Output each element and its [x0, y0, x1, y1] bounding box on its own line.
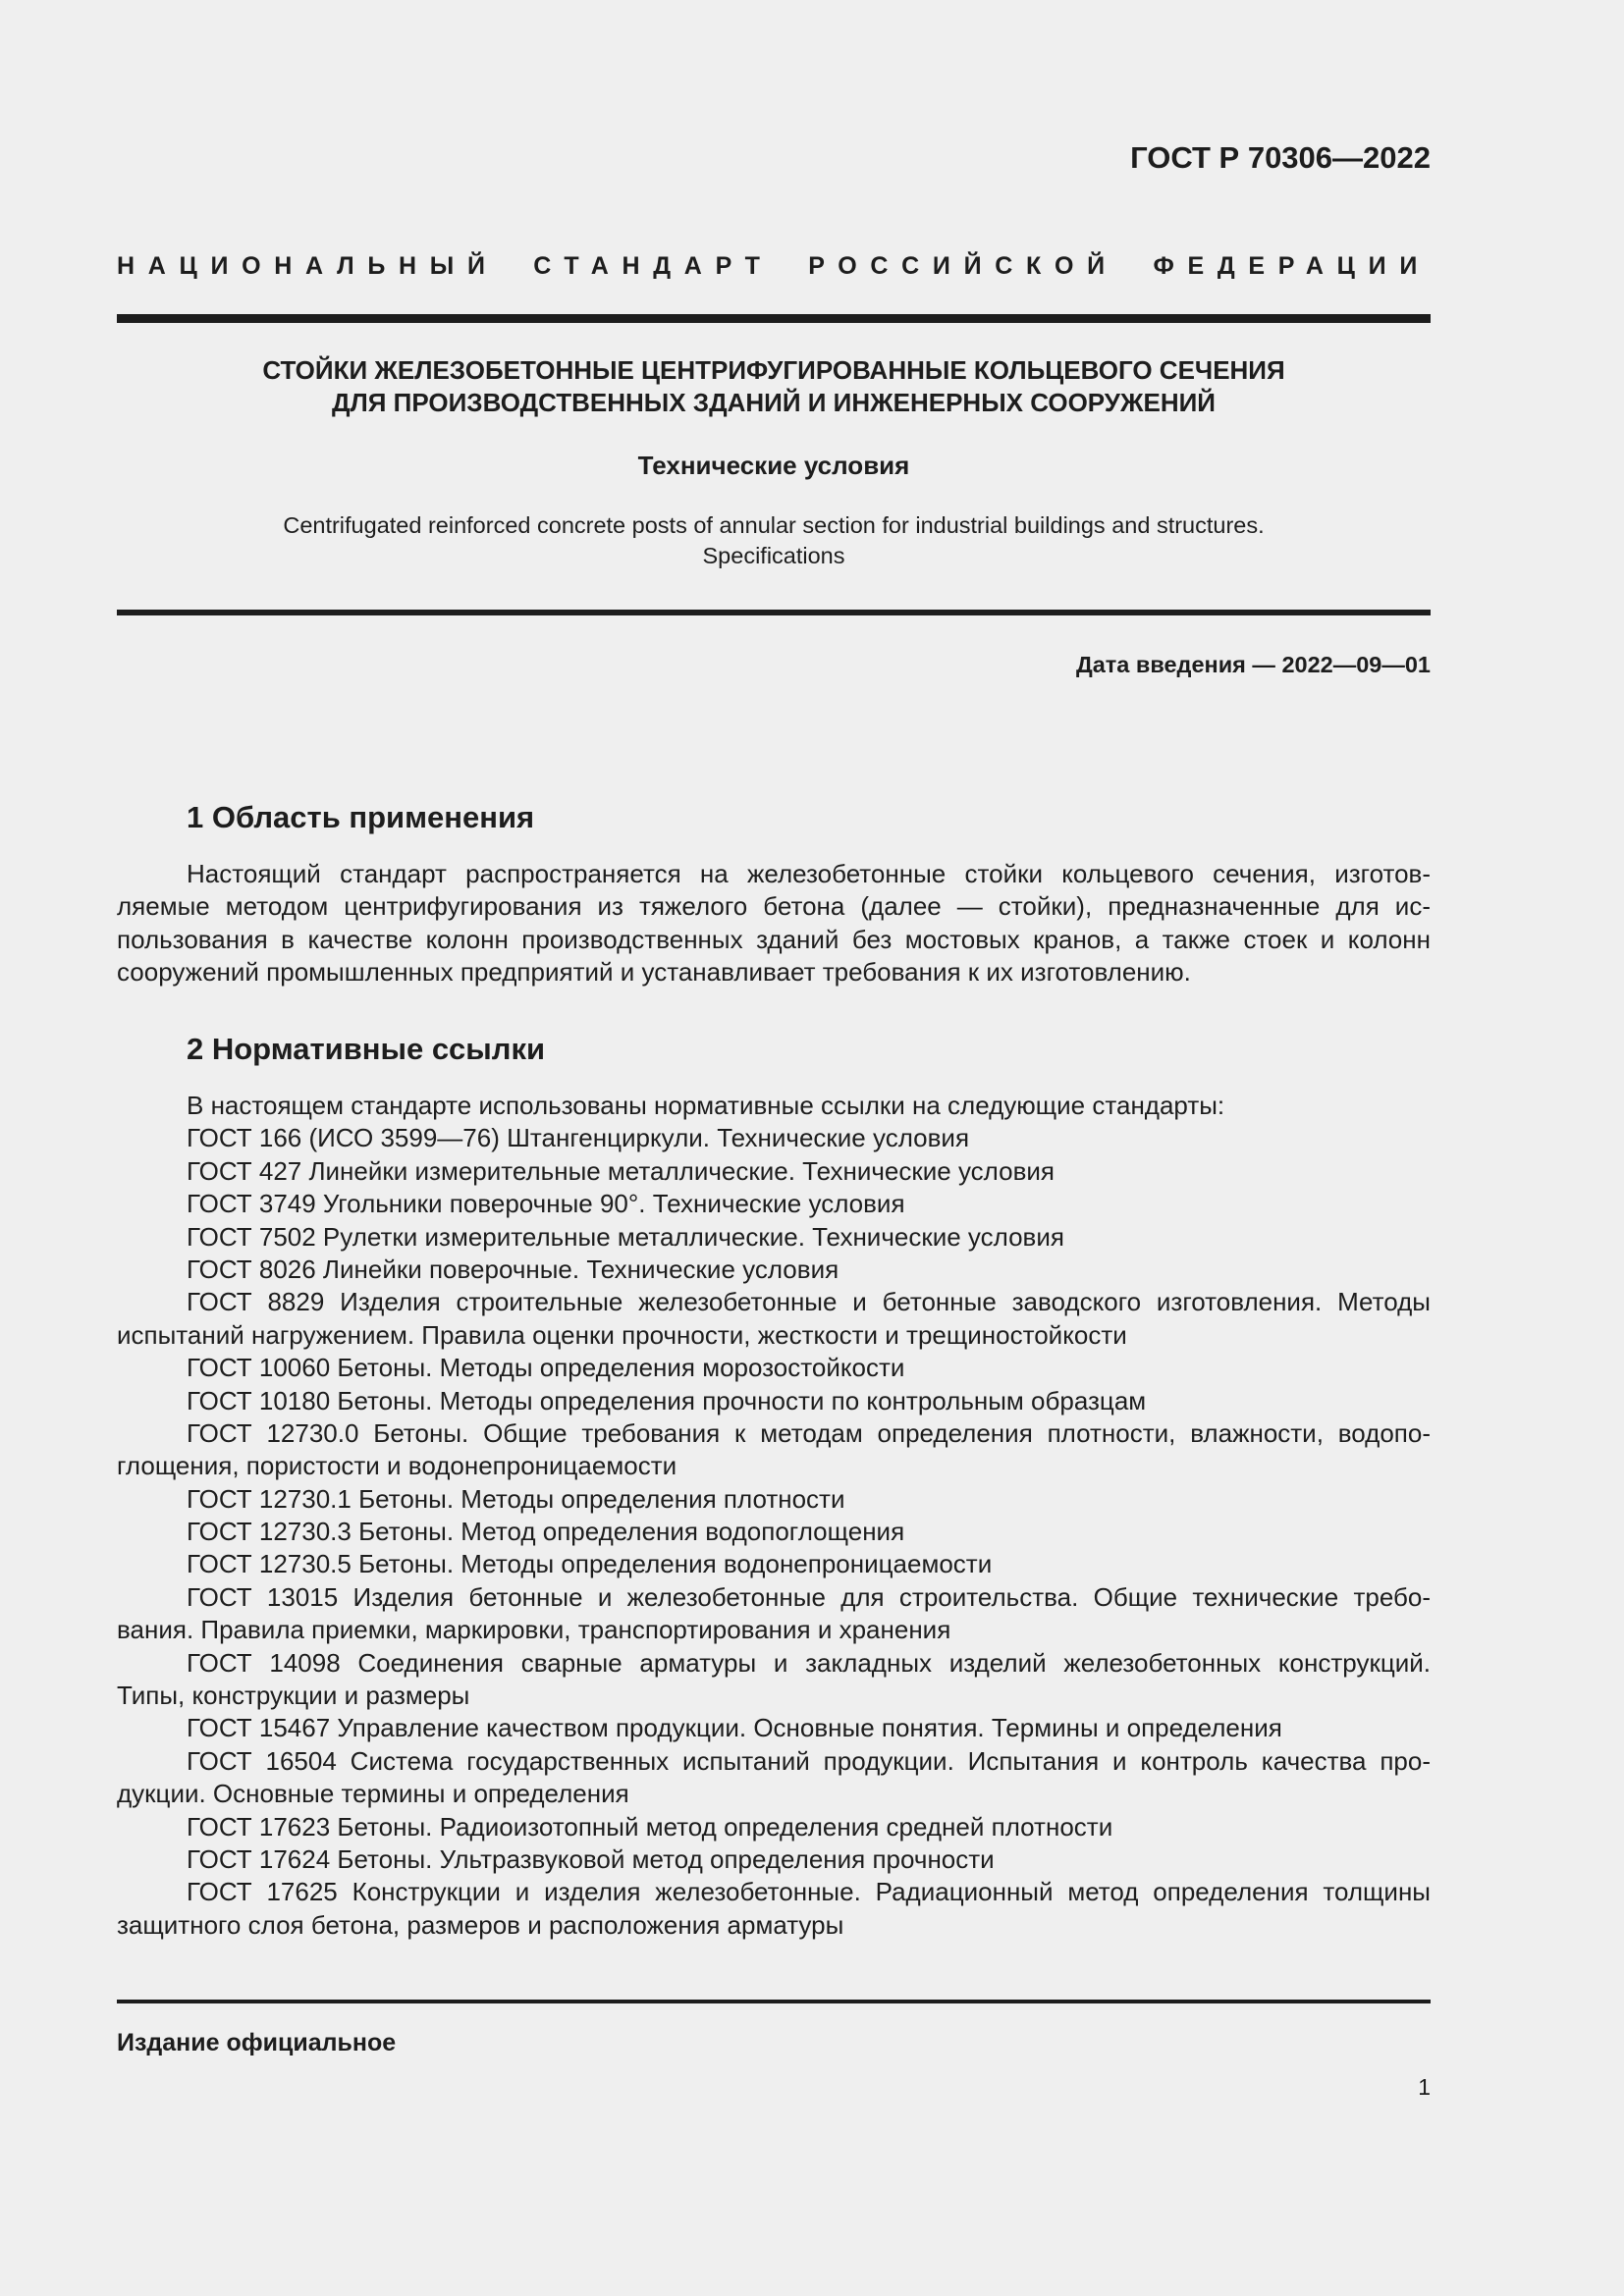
reference-item: ГОСТ 7502 Рулетки измерительные металлические. Технические условия	[187, 1221, 1064, 1252]
reference-item: ГОСТ 10180 Бетоны. Методы определения прочности по контрольным образцам	[187, 1385, 1147, 1415]
footer-rule	[117, 2000, 1431, 2003]
paragraph-line: пользования в качестве колонн производственных зданий без мостовых кранов, а также стоек и колонн	[117, 924, 1431, 954]
reference-item: ГОСТ 12730.1 Бетоны. Методы определения плотности	[187, 1483, 845, 1514]
reference-item: ГОСТ 8026 Линейки поверочные. Технические условия	[187, 1254, 839, 1284]
reference-item: дукции. Основные термины и определения	[117, 1779, 629, 1809]
paragraph-line: ляемые методом центрифугирования из тяжелого бетона (далее — стойки), предназначенные для ис-	[117, 891, 1431, 922]
paragraph-line: Настоящий стандарт распространяется на железобетонные стойки кольцевого сечения, изготов-	[187, 859, 1431, 888]
reference-item: ГОСТ 15467 Управление качеством продукции. Основные понятия. Термины и определения	[187, 1713, 1282, 1743]
page-number: 1	[1418, 2074, 1431, 2100]
reference-item: глощения, пористости и водонепроницаемости	[117, 1451, 677, 1481]
title-line-2: ДЛЯ ПРОИЗВОДСТВЕННЫХ ЗДАНИЙ И ИНЖЕНЕРНЫХ СООРУЖЕНИЙ	[332, 388, 1216, 417]
reference-item: защитного слоя бетона, размеров и расположения арматуры	[117, 1909, 844, 1940]
title-line-1: СТОЙКИ ЖЕЛЕЗОБЕТОННЫЕ ЦЕНТРИФУГИРОВАННЫЕ КОЛЬЦЕВОГО СЕЧЕНИЯ	[262, 355, 1285, 385]
section-2-heading: 2 Нормативные ссылки	[187, 1032, 546, 1066]
reference-item: ГОСТ 14098 Соединения сварные арматуры и закладных изделий железобетонных конструкций.	[187, 1647, 1431, 1678]
paragraph-line: сооружений промышленных предприятий и устанавливает требования к их изготовлению.	[117, 957, 1191, 988]
reference-item: ГОСТ 12730.0 Бетоны. Общие требования к методам определения плотности, влажности, водопо-	[187, 1417, 1431, 1448]
reference-item: ГОСТ 16504 Система государственных испытаний продукции. Испытания и контроль качества про-	[187, 1745, 1431, 1776]
section-1-paragraph	[117, 858, 1431, 989]
section-1-heading: 1 Область применения	[187, 800, 535, 834]
reference-item: ГОСТ 17624 Бетоны. Ультразвуковой метод определения прочности	[187, 1843, 995, 1874]
reference-item: ГОСТ 10060 Бетоны. Методы определения морозостойкости	[187, 1353, 905, 1383]
introduction-date: Дата введения — 2022—09—01	[1075, 652, 1431, 677]
english-title-line-2: Specifications	[702, 543, 845, 568]
reference-item: ГОСТ 17625 Конструкции и изделия железобетонные. Радиационный метод определения толщины	[187, 1877, 1431, 1907]
reference-item: ГОСТ 3749 Угольники поверочные 90°. Технические условия	[187, 1189, 905, 1219]
national-standard-banner: НАЦИОНАЛЬНЫЙ СТАНДАРТ РОССИЙСКОЙ ФЕДЕРАЦИИ	[117, 252, 1431, 280]
reference-item: ГОСТ 166 (ИСО 3599—76) Штангенциркули. Технические условия	[187, 1123, 970, 1153]
references-lead: В настоящем стандарте использованы нормативные ссылки на следующие стандарты:	[187, 1091, 1225, 1120]
document-subtitle: Технические условия	[637, 451, 910, 480]
official-edition-label: Издание официальное	[117, 2029, 397, 2056]
english-title-line-1: Centrifugated reinforced concrete posts of annular section for industrial buildings and structures.	[283, 512, 1265, 538]
reference-item: ГОСТ 8829 Изделия строительные железобетонные и бетонные заводского изготовления. Методы	[187, 1287, 1431, 1317]
reference-item: ГОСТ 13015 Изделия бетонные и железобетонные для строительства. Общие технические требо-	[187, 1581, 1431, 1612]
top-rule	[117, 314, 1431, 323]
reference-item: ГОСТ 17623 Бетоны. Радиоизотопный метод определения средней плотности	[187, 1811, 1113, 1842]
reference-item: испытаний нагружением. Правила оценки прочности, жесткости и трещиностойкости	[117, 1319, 1127, 1350]
document-code: ГОСТ Р 70306—2022	[1130, 140, 1431, 175]
reference-item: ГОСТ 12730.5 Бетоны. Методы определения водонепроницаемости	[187, 1549, 993, 1579]
document-page	[117, 0, 1431, 2296]
title-bottom-rule	[117, 610, 1431, 615]
reference-item: ГОСТ 427 Линейки измерительные металлические. Технические условия	[187, 1155, 1055, 1186]
reference-item: ГОСТ 12730.3 Бетоны. Метод определения водопоглощения	[187, 1517, 905, 1547]
references-list	[117, 1090, 1431, 1942]
reference-item: вания. Правила приемки, маркировки, транспортирования и хранения	[117, 1615, 951, 1645]
reference-item: Типы, конструкции и размеры	[117, 1681, 470, 1711]
